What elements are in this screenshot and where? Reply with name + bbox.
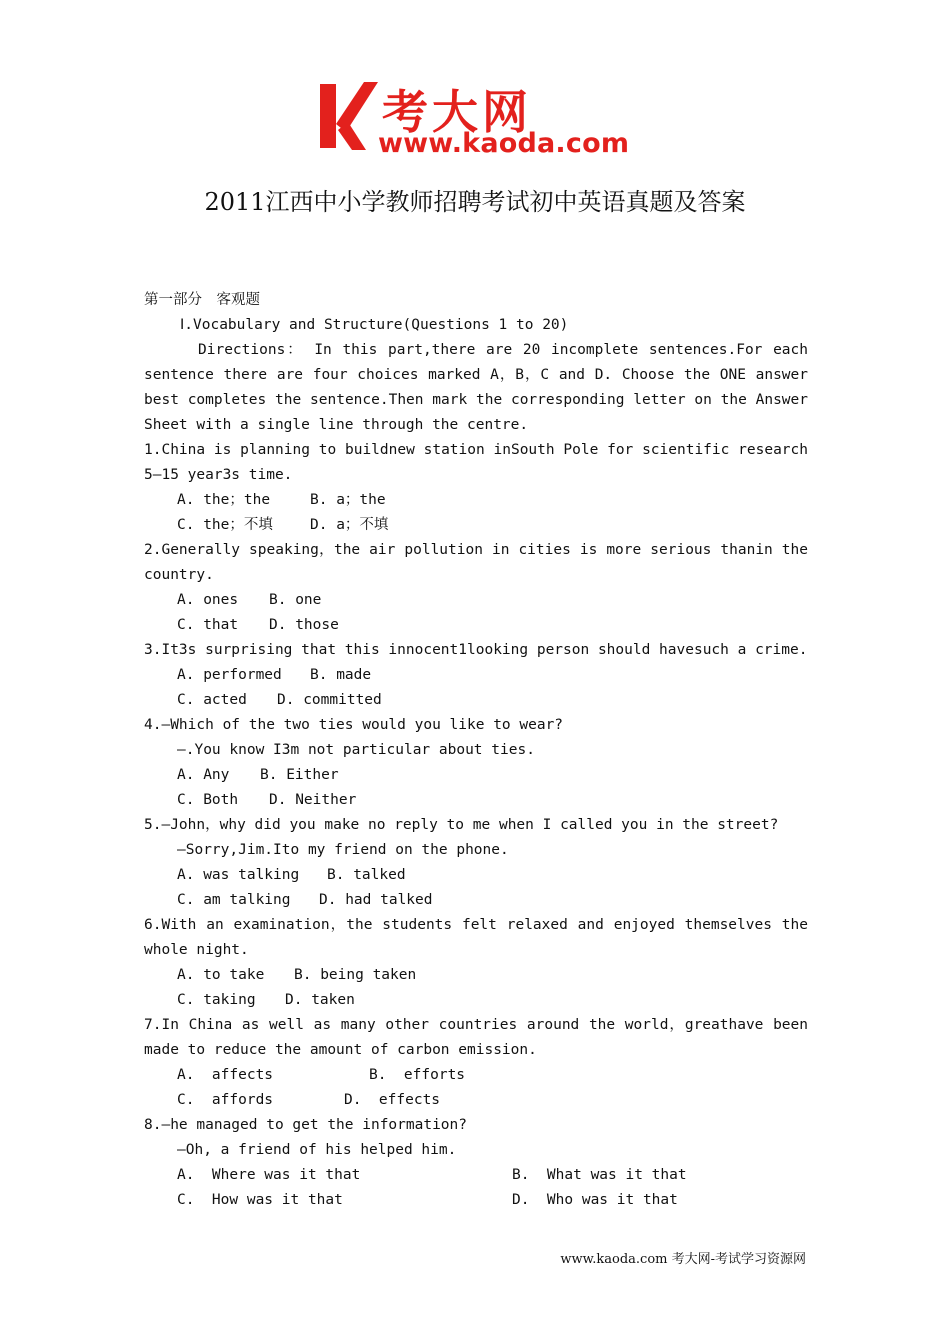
logo-chinese-name: 考大网 (382, 85, 532, 139)
directions-line: best completes the sentence.Then mark the corresponding letter on the Answer (144, 392, 808, 408)
question-stem: whole night. (144, 942, 249, 958)
option-c: C. affords (177, 1092, 274, 1108)
option-d: D. committed (277, 692, 382, 708)
option-a: A. the；the (177, 492, 271, 508)
question-stem: 2.Generally speaking，the air pollution in cities is more serious thanin the (144, 542, 808, 558)
option-c: C. that (177, 617, 239, 633)
question-stem: —Sorry,Jim.Ito my friend on the phone. (177, 842, 509, 858)
question-stem: country. (144, 567, 214, 583)
option-b: B. talked (327, 867, 406, 883)
question-stem: 5—15 year3s time. (144, 467, 293, 483)
option-c: C. acted (177, 692, 247, 708)
option-row (144, 1188, 808, 1213)
option-row (144, 513, 808, 538)
question-stem: —.You know I3m not particular about ties. (177, 742, 535, 758)
option-a: A. to take (177, 967, 265, 983)
option-row (144, 688, 808, 713)
option-d: D. Who was it that (512, 1192, 678, 1208)
part-heading: Ⅰ.Vocabulary and Structure(Questions 1 to 20) (180, 317, 569, 333)
option-row (144, 588, 808, 613)
option-c: C. Both (177, 792, 239, 808)
option-row (144, 888, 808, 913)
question-stem: 8.—he managed to get the information? (144, 1117, 468, 1133)
document-title: 2011江西中小学教师招聘考试初中英语真题及答案 (204, 188, 746, 216)
question-stem: 3.It3s surprising that this innocent1looking person should havesuch a crime. (144, 642, 808, 658)
option-b: B. efforts (369, 1067, 466, 1083)
option-row (144, 488, 808, 513)
option-a: A. ones (177, 592, 239, 608)
option-row (144, 1088, 808, 1113)
option-b: B. being taken (294, 967, 417, 983)
question-stem: 7.In China as well as many other countries around the world，greathave been (144, 1017, 808, 1033)
option-a: A. Where was it that (177, 1167, 361, 1183)
option-d: D. a；不填 (310, 517, 389, 533)
directions-line: Sheet with a single line through the centre. (144, 417, 529, 433)
option-b: B. What was it that (512, 1167, 687, 1183)
section-heading: 第一部分 客观题 (144, 292, 260, 308)
option-d: D. Neither (269, 792, 357, 808)
question-stem: 1.China is planning to buildnew station inSouth Pole for scientific research (144, 442, 808, 458)
question-stem: made to reduce the amount of carbon emission. (144, 1042, 537, 1058)
option-a: A. performed (177, 667, 282, 683)
option-row (144, 1163, 808, 1188)
option-row (144, 663, 808, 688)
question-stem: —Oh, a friend of his helped him. (177, 1142, 457, 1158)
option-row (144, 763, 808, 788)
option-c: C. How was it that (177, 1192, 343, 1208)
option-d: D. had talked (319, 892, 433, 908)
page-footer: www.kaoda.com 考大网-考试学习资源网 (560, 1252, 806, 1267)
option-b: B. a；the (310, 492, 386, 508)
option-d: D. effects (344, 1092, 441, 1108)
option-a: A. was talking (177, 867, 300, 883)
option-c: C. taking (177, 992, 256, 1008)
option-b: B. Either (260, 767, 339, 783)
option-a: A. affects (177, 1067, 274, 1083)
directions-line: sentence there are four choices marked A，B，C and D. Choose the ONE answer (144, 367, 808, 383)
option-row (144, 963, 808, 988)
option-row (144, 863, 808, 888)
option-d: D. taken (285, 992, 355, 1008)
option-b: B. one (269, 592, 322, 608)
question-stem: 6.With an examination，the students felt relaxed and enjoyed themselves the (144, 917, 808, 933)
option-d: D. those (269, 617, 339, 633)
option-row (144, 613, 808, 638)
k-logo-icon (318, 78, 384, 154)
directions-line: Directions： In this part,there are 20 incomplete sentences.For each (198, 342, 808, 358)
question-stem: 5.—John，why did you make no reply to me when I called you in the street? (144, 817, 779, 833)
option-row (144, 1063, 808, 1088)
option-row (144, 788, 808, 813)
question-stem: 4.—Which of the two ties would you like to wear? (144, 717, 564, 733)
kaoda-logo (318, 78, 638, 160)
document-body (144, 288, 808, 1213)
option-a: A. Any (177, 767, 230, 783)
option-c: C. the；不填 (177, 517, 273, 533)
option-row (144, 988, 808, 1013)
logo-url: www.kaoda.com (378, 128, 630, 159)
option-c: C. am talking (177, 892, 291, 908)
option-b: B. made (310, 667, 372, 683)
